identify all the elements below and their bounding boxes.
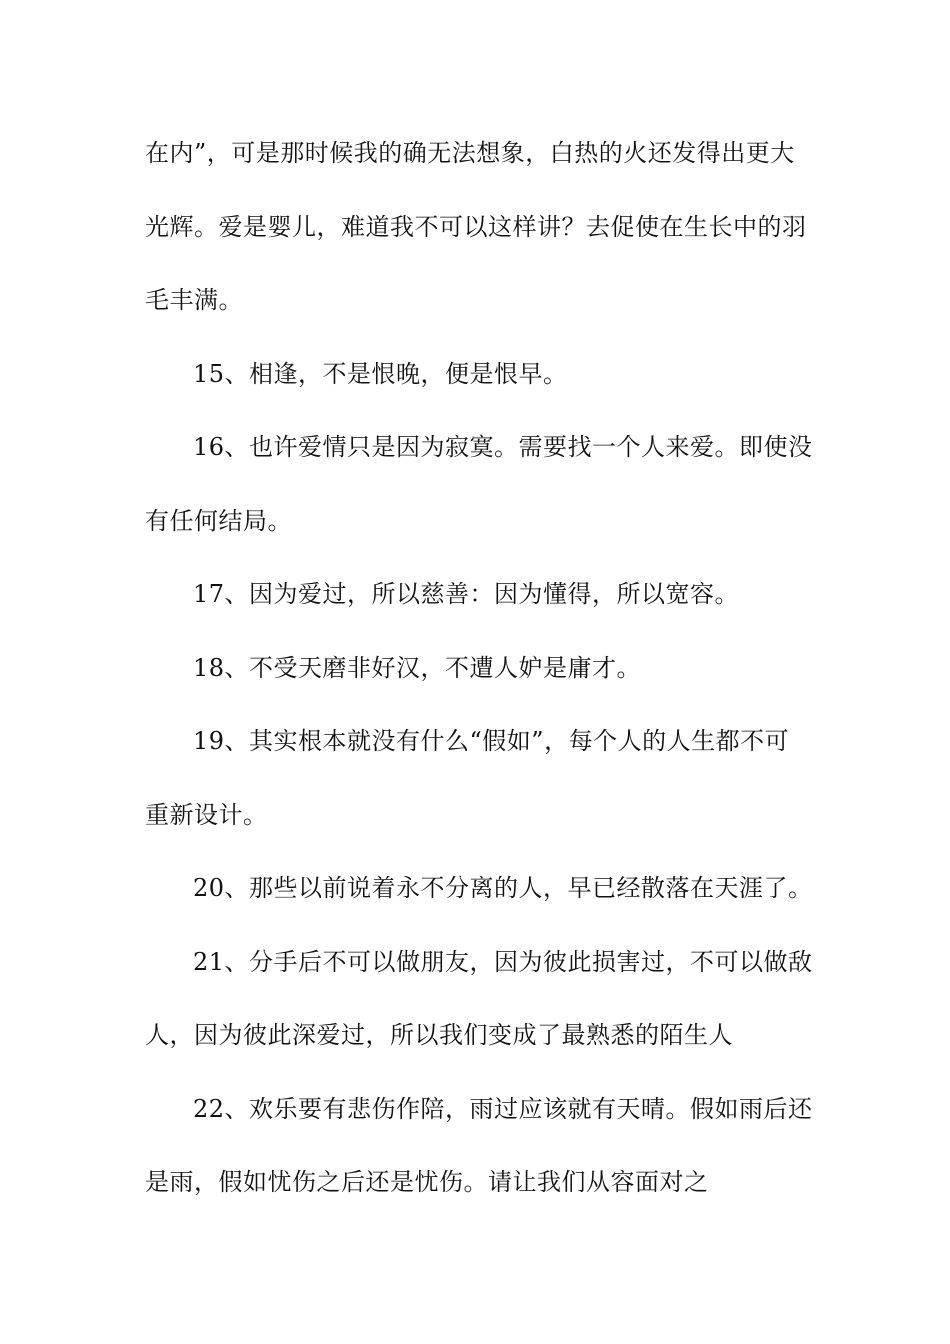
- text-line: 重新设计。: [145, 800, 268, 829]
- text-line: 有任何结局。: [145, 506, 292, 535]
- text-line: 15、相逢，不是恨晚，便是恨早。: [193, 359, 568, 388]
- text-line: 21、分手后不可以做朋友，因为彼此损害过，不可以做敌: [193, 947, 813, 976]
- text-line: 20、那些以前说着永不分离的人，早已经散落在天涯了。: [193, 874, 813, 902]
- text-line: 毛丰满。: [145, 286, 243, 314]
- text-line: 是雨，假如忧伤之后还是忧伤。请让我们从容面对之: [145, 1168, 709, 1196]
- text-line: 19、其实根本就没有什么“假如”，每个人的人生都不可: [193, 727, 790, 755]
- text-line: 人，因为彼此深爱过，所以我们变成了最熟悉的陌生人: [145, 1021, 733, 1049]
- document-body: [145, 128, 813, 1231]
- text-line: 22、欢乐要有悲伤作陪，雨过应该就有天晴。假如雨后还: [193, 1094, 813, 1123]
- text-line: 光辉。爱是婴儿，难道我不可以这样讲？去促使在生长中的羽: [145, 212, 807, 241]
- text-line: 17、因为爱过，所以慈善：因为懂得，所以宽容。: [193, 580, 740, 608]
- text-line: 18、不受天磨非好汉，不遭人妒是庸才。: [193, 653, 642, 682]
- text-line: 16、也许爱情只是因为寂寞。需要找一个人来爱。即使没: [193, 433, 813, 461]
- text-line: 在内”，可是那时候我的确无法想象，白热的火还发得出更大: [145, 139, 795, 167]
